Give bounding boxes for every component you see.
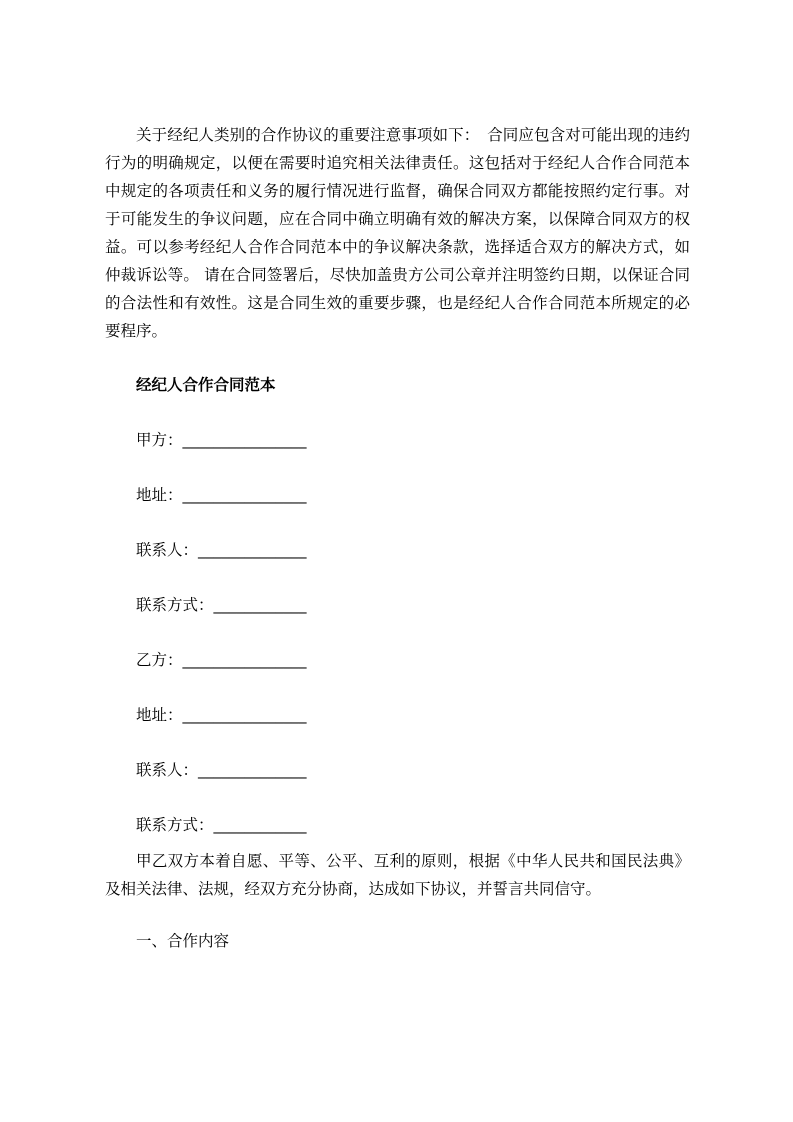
form-label-contact-method-a: 联系方式：	[136, 596, 214, 614]
section-heading-cooperation-content: 一、合作内容	[136, 932, 230, 950]
form-label-contact-b: 联系人：	[136, 761, 199, 779]
form-row-address-b	[105, 701, 690, 729]
form-row-contact-b	[105, 756, 690, 784]
agreement-paragraph: 甲乙双方本着自愿、平等、公平、互利的原则，根据《中华人民共和国民法典》及相关法律、法规，经双方充分协商，达成如下协议，并誓言共同信守。	[105, 852, 690, 898]
form-label-party-a: 甲方：	[136, 431, 183, 449]
form-row-contact-a	[105, 536, 690, 564]
form-row-address-a	[105, 481, 690, 509]
form-blank-contact-b: ______________	[198, 761, 307, 779]
form-blank-contact-method-b: ____________	[213, 816, 307, 834]
form-row-party-a	[105, 426, 690, 454]
form-label-contact-method-b: 联系方式：	[136, 816, 214, 834]
form-row-contact-method-b	[105, 811, 690, 839]
form-label-contact-a: 联系人：	[136, 541, 199, 559]
form-blank-address-a: ________________	[182, 486, 307, 504]
form-blank-party-a: ________________	[182, 431, 307, 449]
form-blank-address-b: ________________	[182, 706, 307, 724]
form-label-address-a: 地址：	[136, 486, 183, 504]
form-label-party-b: 乙方：	[136, 651, 183, 669]
intro-paragraph: 关于经纪人类别的合作协议的重要注意事项如下： 合同应包含对可能出现的违约行为的明确规定，以便在需要时追究相关法律责任。这包括对于经纪人合作合同范本中规定的各项责任和义务的履行情况进行监督，确保合同双方都能按照约定行事。对于可能发生的争议问题，应在合同中确立明确有效的解决方案，以保障合同双方的权益。可以参考经纪人合作合同范本中的争议解决条款，选择适合双方的解决方式，如仲裁诉讼等。 请在合同签署后，尽快加盖贵方公司公章并注明签约日期，以保证合同的合法性和有效性。这是合同生效的重要步骤，也是经纪人合作合同范本所规定的必要程序。	[105, 126, 690, 340]
form-blank-contact-method-a: ____________	[213, 596, 307, 614]
document-title: 经纪人合作合同范本	[136, 376, 276, 394]
form-row-party-b	[105, 646, 690, 674]
form-label-address-b: 地址：	[136, 706, 183, 724]
form-blank-party-b: ________________	[182, 651, 307, 669]
form-row-contact-method-a	[105, 591, 690, 619]
form-blank-contact-a: ______________	[198, 541, 307, 559]
